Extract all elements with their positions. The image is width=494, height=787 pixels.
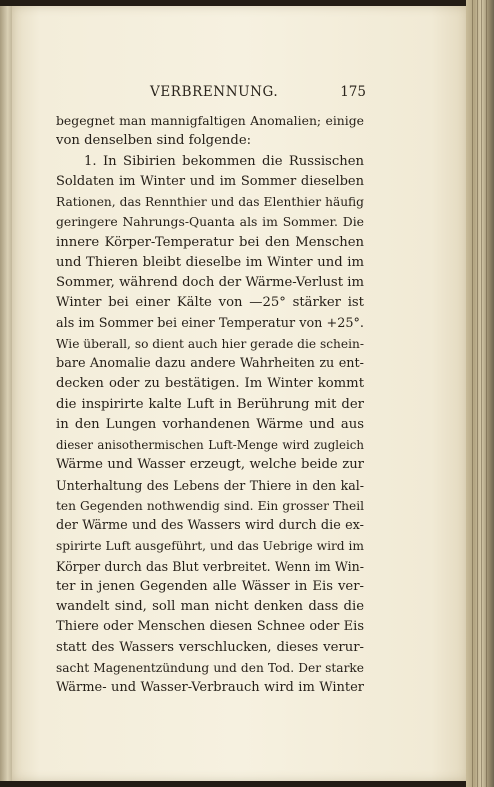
text-line: die inspirirte kalte Luft in Berührung mit der xyxy=(56,396,364,412)
text-line: Wie überall, so dient auch hier gerade die schein- xyxy=(56,336,364,351)
book-spine-edge xyxy=(466,0,494,787)
text-line: innere Körper-Temperatur bei den Menschen xyxy=(56,234,364,250)
text-line: statt des Wassers verschlucken, dieses verur- xyxy=(56,639,364,655)
page-edge-line xyxy=(481,0,482,787)
text-line: Thiere oder Menschen diesen Schnee oder Eis xyxy=(56,619,364,635)
text-line: in den Lungen vorhandenen Wärme und aus xyxy=(56,416,364,432)
page-number: 175 xyxy=(340,84,366,100)
page-edge-line xyxy=(486,0,487,787)
text-line: von denselben sind folgende: xyxy=(56,133,252,149)
text-line: bare Anomalie dazu andere Wahrheiten zu ent- xyxy=(56,356,364,371)
text-line: Winter bei einer Kälte von —25° stärker ist xyxy=(56,295,364,311)
text-line: Rationen, das Rennthier und das Elenthier häufig xyxy=(56,195,364,209)
text-line: Wärme und Wasser erzeugt, welche beide zur xyxy=(56,457,364,473)
text-line: als im Sommer bei einer Temperatur von +25°. xyxy=(56,315,364,331)
text-line: wandelt sind, soll man nicht denken dass die xyxy=(56,599,364,614)
text-line: 1. In Sibirien bekommen die Russischen xyxy=(84,153,364,169)
text-line: decken oder zu bestätigen. Im Winter kommt xyxy=(56,376,364,392)
page-header xyxy=(150,84,366,104)
text-line: geringere Nahrungs-Quanta als im Sommer. Die xyxy=(56,214,364,230)
text-line: spirirte Luft ausgeführt, und das Uebrige wird im xyxy=(56,539,364,554)
text-line: ten Gegenden nothwendig sind. Ein grosser Theil xyxy=(56,498,364,513)
text-line: und Thieren bleibt dieselbe im Winter und im xyxy=(56,254,364,270)
page-edge-line xyxy=(472,0,473,787)
running-head: VERBRENNUNG. xyxy=(150,84,279,100)
text-line: begegnet man mannigfaltigen Anomalien; einige xyxy=(56,113,364,128)
text-line: Soldaten im Winter und im Sommer dieselben xyxy=(56,173,364,189)
text-line: Körper durch das Blut verbreitet. Wenn im Win- xyxy=(56,558,364,574)
text-line: dieser anisothermischen Luft-Menge wird zugleich xyxy=(56,438,364,452)
text-line: sacht Magenentzündung und den Tod. Der starke xyxy=(56,660,364,675)
text-line: der Wärme und des Wassers wird durch die ex- xyxy=(56,518,364,533)
body-text xyxy=(56,111,364,698)
text-line: Wärme- und Wasser-Verbrauch wird im Winter xyxy=(56,680,364,695)
text-line: Unterhaltung des Lebens der Thiere in den kal- xyxy=(56,477,364,493)
text-line: ter in jenen Gegenden alle Wässer in Eis ver- xyxy=(56,578,364,594)
page-edge-line xyxy=(477,0,478,787)
text-line: Sommer, während doch der Wärme-Verlust im xyxy=(56,275,364,290)
